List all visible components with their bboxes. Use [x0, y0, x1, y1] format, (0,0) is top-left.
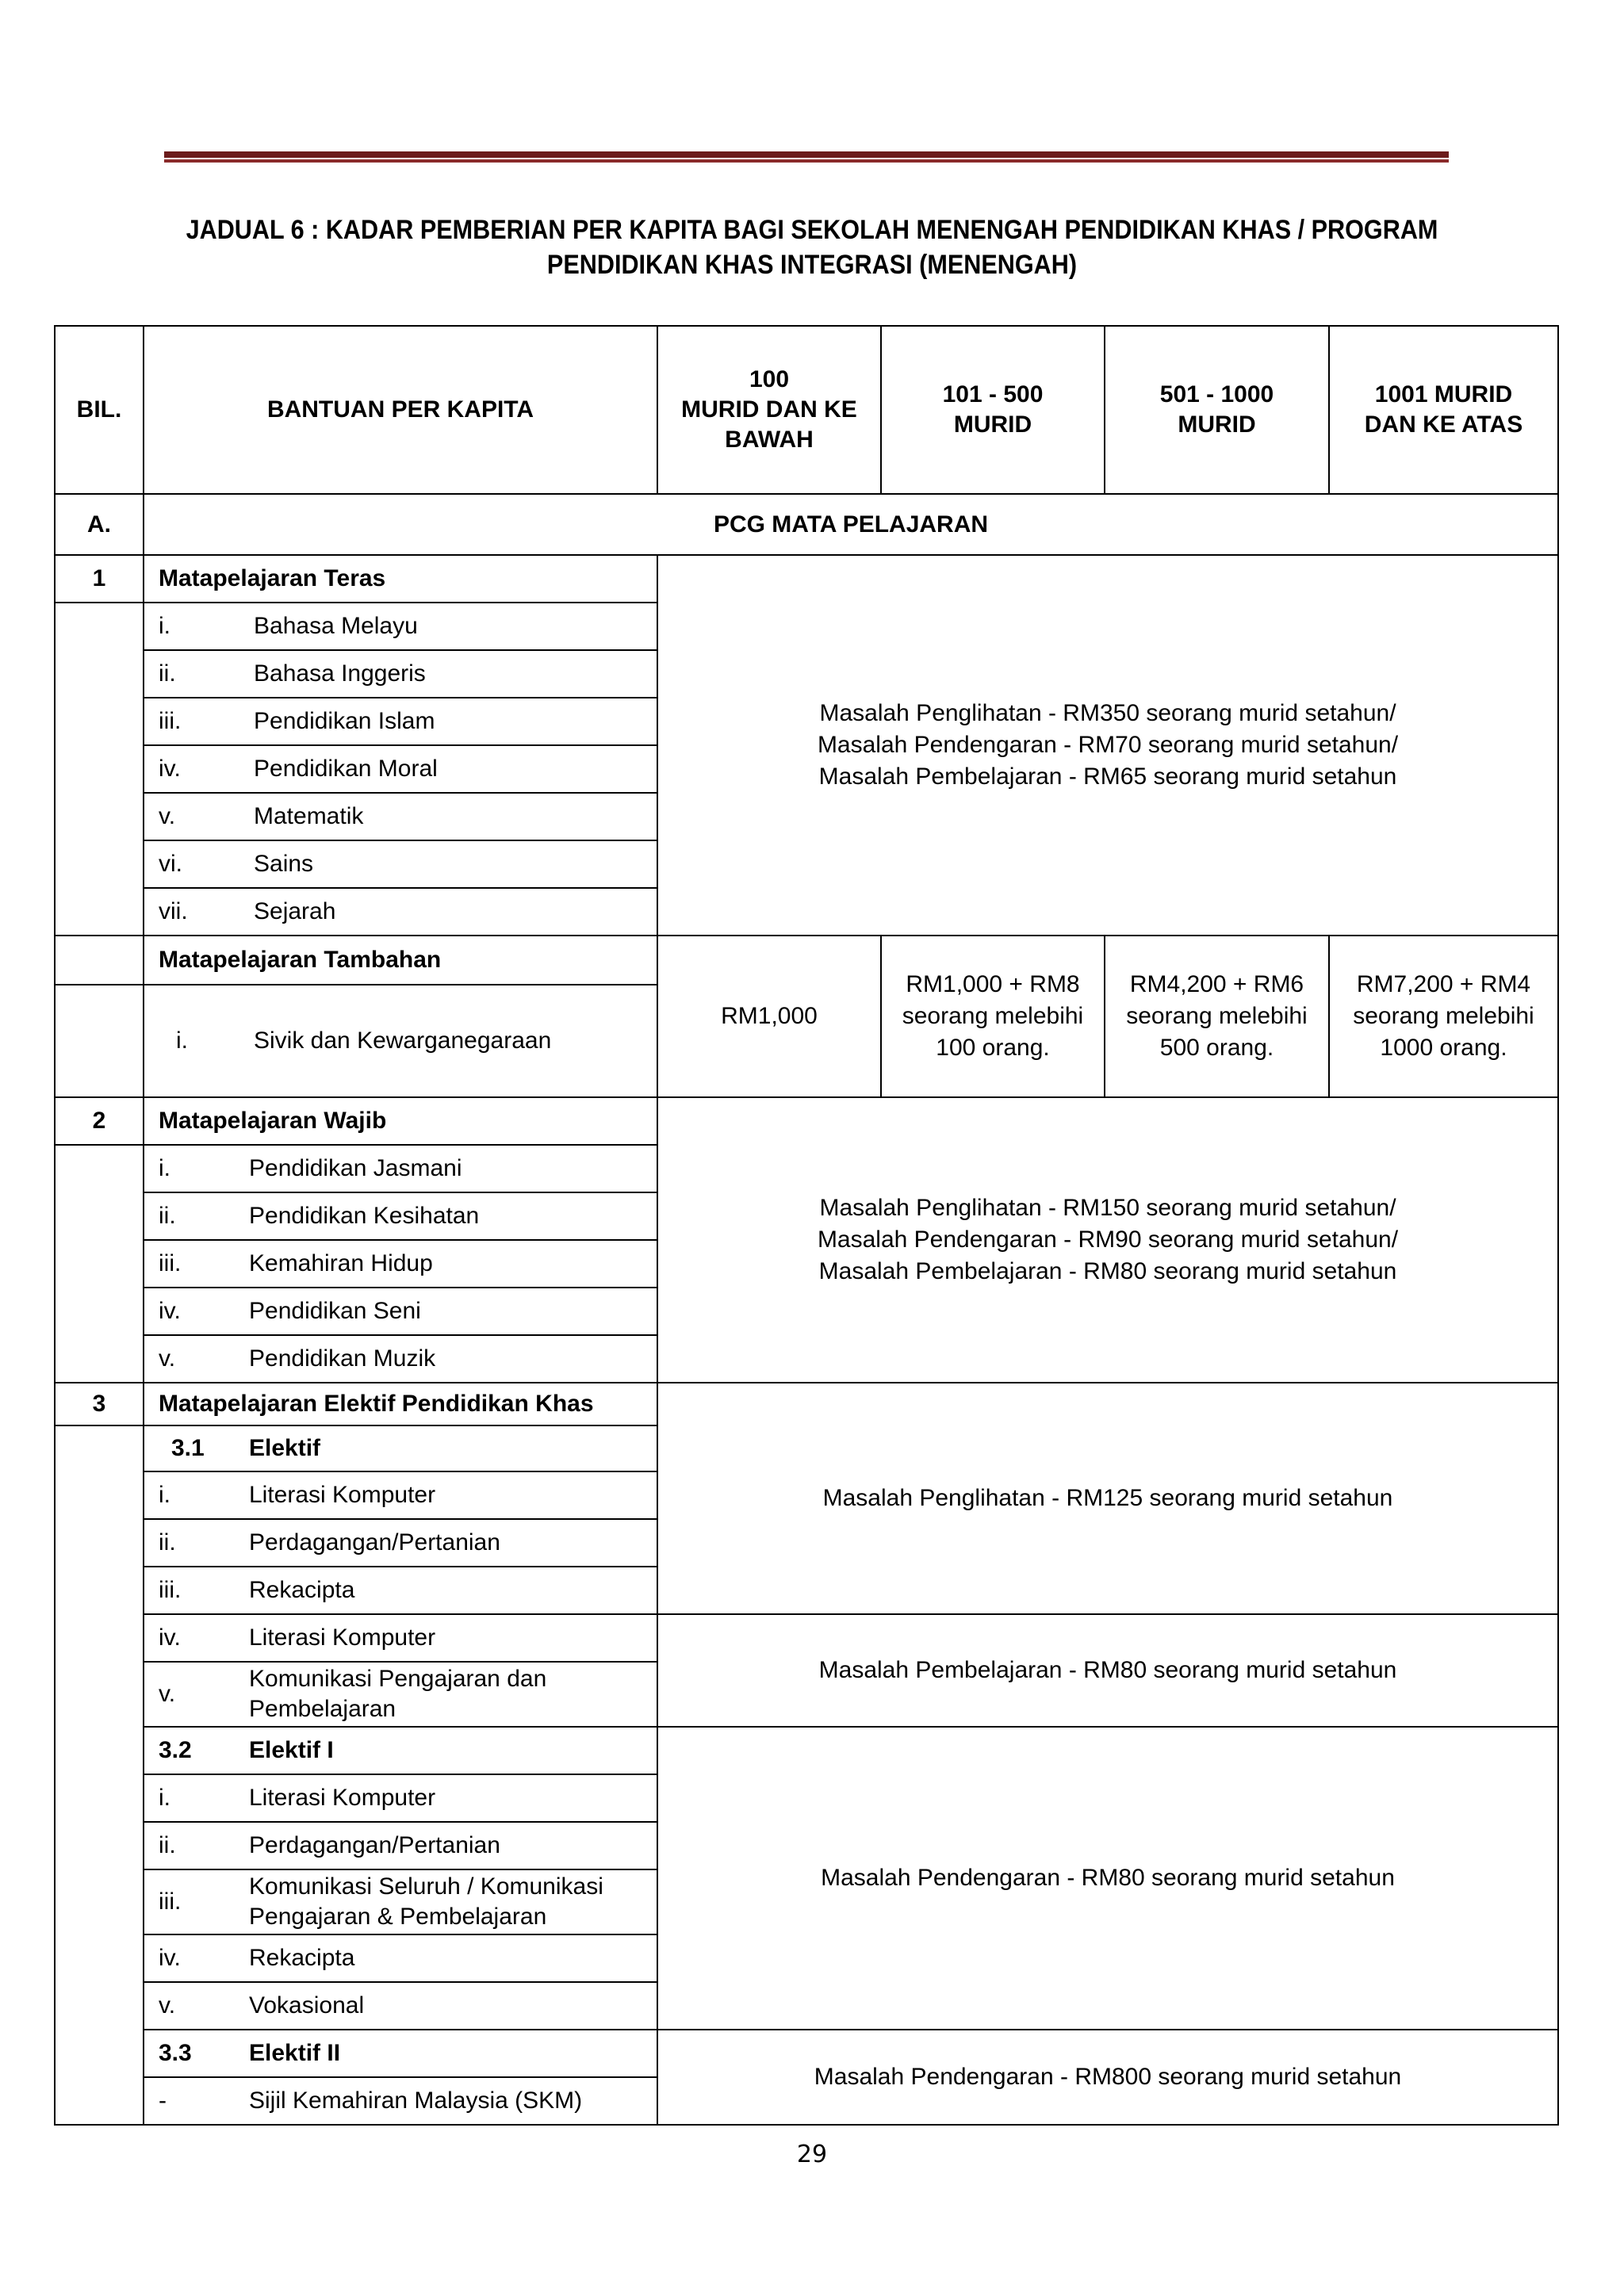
group-bil: 3 [55, 1383, 144, 1425]
rate-cell-tambahan-1001: RM7,200 + RM4 seorang melebihi 1000 orang. [1329, 936, 1558, 1097]
table-row [55, 555, 1558, 603]
subject-cell: iv. Pendidikan Seni [144, 1288, 657, 1335]
group-heading: Matapelajaran Teras [144, 555, 657, 603]
subject-cell: iv. Rekacipta [144, 1934, 657, 1982]
subject-cell: ii. Perdagangan/Pertanian [144, 1519, 657, 1567]
table-header-row [55, 326, 1558, 494]
subject-cell: iii. Rekacipta [144, 1567, 657, 1614]
subject-cell: iv. Pendidikan Moral [144, 745, 657, 793]
group-heading: Matapelajaran Tambahan [144, 936, 657, 985]
rate-cell-elektif-i: Masalah Pendengaran - RM80 seorang murid setahun [657, 1727, 1558, 2030]
empty-bil-cell [55, 603, 144, 936]
header-col-1001: 1001 MURID DAN KE ATAS [1329, 326, 1558, 494]
group-bil: 2 [55, 1097, 144, 1145]
rate-cell-teras: Masalah Penglihatan - RM350 seorang murid setahun/ Masalah Pendengaran - RM70 seorang murid setahun/ Masalah Pembelajaran - RM65 seorang murid setahun [657, 555, 1558, 936]
subject-cell: i. Pendidikan Jasmani [144, 1145, 657, 1192]
subject-cell: v. Pendidikan Muzik [144, 1335, 657, 1383]
subject-cell: i. Bahasa Melayu [144, 603, 657, 650]
subject-cell: vii. Sejarah [144, 888, 657, 936]
subject-cell: ii. Pendidikan Kesihatan [144, 1192, 657, 1240]
title-line-2: PENDIDIKAN KHAS INTEGRASI (MENENGAH) [546, 250, 1078, 280]
table-row [55, 1097, 1558, 1145]
rate-cell-tambahan-101-500: RM1,000 + RM8 seorang melebihi 100 orang. [881, 936, 1105, 1097]
allocation-table [54, 325, 1559, 2126]
subject-cell: i. Literasi Komputer [144, 1774, 657, 1822]
group-heading: Matapelajaran Wajib [144, 1097, 657, 1145]
header-col-501-1000: 501 - 1000 MURID [1105, 326, 1329, 494]
rate-cell-elektif-ii: Masalah Pendengaran - RM800 seorang murid setahun [657, 2030, 1558, 2125]
empty-bil-cell [55, 985, 144, 1097]
subject-cell: iv. Literasi Komputer [144, 1614, 657, 1662]
subject-cell: v. Matematik [144, 793, 657, 840]
title-line-1: JADUAL 6 : KADAR PEMBERIAN PER KAPITA BAGI SEKOLAH MENENGAH PENDIDIKAN KHAS / PROGRAM [186, 215, 1438, 245]
empty-bil-cell [55, 1145, 144, 1383]
subject-cell: - Sijil Kemahiran Malaysia (SKM) [144, 2077, 657, 2125]
page-number: 29 [796, 2141, 828, 2168]
rate-cell-tambahan-501-1000: RM4,200 + RM6 seorang melebihi 500 orang. [1105, 936, 1329, 1097]
group-bil: 1 [55, 555, 144, 603]
subject-cell: vi. Sains [144, 840, 657, 888]
subject-cell: ii. Perdagangan/Pertanian [144, 1822, 657, 1869]
table-row [55, 1727, 1558, 1774]
subject-cell: iii. Kemahiran Hidup [144, 1240, 657, 1288]
section-bil: A. [55, 494, 144, 555]
rate-cell-wajib: Masalah Penglihatan - RM150 seorang murid setahun/ Masalah Pendengaran - RM90 seorang murid setahun/ Masalah Pembelajaran - RM80 seorang murid setahun [657, 1097, 1558, 1383]
rate-cell-elektif-pembelajaran: Masalah Pembelajaran - RM80 seorang murid setahun [657, 1614, 1558, 1727]
subject-cell: v. Komunikasi Pengajaran dan Pembelajaran [144, 1662, 657, 1727]
header-bantuan: BANTUAN PER KAPITA [144, 326, 657, 494]
subsection-heading: 3.2 Elektif I [144, 1727, 657, 1774]
table-row [55, 1614, 1558, 1662]
table-row [55, 1383, 1558, 1425]
subject-cell: iii. Komunikasi Seluruh / Komunikasi Pengajaran & Pembelajaran [144, 1869, 657, 1934]
table-row [55, 2030, 1558, 2077]
rate-cell-tambahan-100: RM1,000 [657, 936, 881, 1097]
header-col-101-500: 101 - 500 MURID [881, 326, 1105, 494]
section-row [55, 494, 1558, 555]
subject-cell: ii. Bahasa Inggeris [144, 650, 657, 698]
empty-bil-cell [55, 1425, 144, 2125]
header-rule [164, 151, 1449, 164]
header-col-100: 100 MURID DAN KE BAWAH [657, 326, 881, 494]
empty-bil-cell [55, 936, 144, 985]
subject-cell: iii. Pendidikan Islam [144, 698, 657, 745]
subject-cell: v. Vokasional [144, 1982, 657, 2030]
group-heading: Matapelajaran Elektif Pendidikan Khas [144, 1383, 657, 1425]
section-label: PCG MATA PELAJARAN [144, 494, 1558, 555]
subsection-heading: 3.1 Elektif [144, 1425, 657, 1471]
subsection-heading: 3.3 Elektif II [144, 2030, 657, 2077]
page-title [124, 212, 1500, 282]
table-row [55, 936, 1558, 985]
subject-cell: i. Sivik dan Kewarganegaraan [144, 985, 657, 1097]
rate-cell-elektif-penglihatan: Masalah Penglihatan - RM125 seorang murid setahun [657, 1383, 1558, 1614]
subject-cell: i. Literasi Komputer [144, 1471, 657, 1519]
header-bil: BIL. [55, 326, 144, 494]
